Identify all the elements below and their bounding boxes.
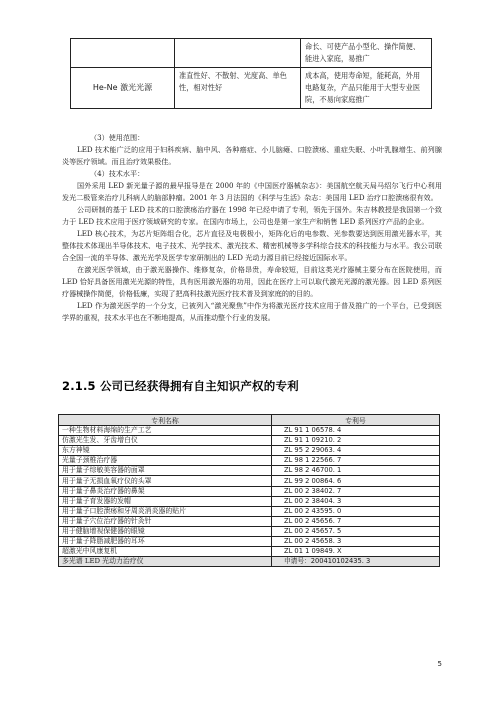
advantages-cell — [175, 39, 301, 68]
table-row — [71, 68, 432, 109]
patent-name-cell: 多光谱 LED 光动力治疗仪 — [59, 557, 272, 567]
light-source-name — [71, 39, 175, 68]
patent-name-cell: 用于量子降脂减肥器的耳环 — [59, 537, 272, 547]
patent-number-cell: ZL 00 2 38402. 7 — [272, 486, 440, 496]
table-header-row — [59, 415, 440, 426]
patent-number-cell: ZL 91 1 09210. 2 — [272, 436, 440, 446]
patent-number-cell: ZL 98 2 46700. 1 — [272, 466, 440, 476]
table-row — [71, 39, 432, 68]
paragraph: LED 技术能广泛的应用于妇科疾病、脑中风、各种癌症、小儿脑瘫、口腔溃疡、重症失眠、小叶乳腺增生、前列腺炎等医疗领域。而且治疗效果极佳。 — [62, 145, 442, 166]
paragraph: 公司研制的基于 LED 技术的口腔溃疡治疗器在 1998 年已经申请了专利，领先于国外。朱吉林教授是我国第一个致力于 LED 技术应用于医疗领域研究的专家。在国内市场上，公司也是第一家生产和销售 LED 系列医疗产品的企业。 — [62, 205, 442, 226]
table-row — [59, 446, 440, 456]
patent-number-cell: ZL 00 2 38404. 3 — [272, 496, 440, 506]
paragraph: （4）技术水平： — [90, 169, 145, 178]
notes-cell: 成本高，使用寿命短，能耗高，外用电路复杂，产品只能用于大型专业医院，不易向家庭推广 — [301, 68, 432, 109]
table-row — [59, 476, 440, 486]
patent-number-cell: ZL 00 2 45658. 3 — [272, 537, 440, 547]
table-row — [59, 547, 440, 557]
patent-number-cell: ZL 00 2 43595. 0 — [272, 506, 440, 516]
table-row — [59, 466, 440, 476]
patent-name-cell: 一种生物材料海绵的生产工艺 — [59, 426, 272, 436]
table-row — [59, 426, 440, 436]
table-row — [59, 537, 440, 547]
patent-name-cell: 用于量子无损血氧疗仪的头罩 — [59, 476, 272, 486]
light-source-name: He-Ne 激光光源 — [71, 68, 175, 109]
patent-name-cell: 用于量子育发器的发帽 — [59, 496, 272, 506]
patent-name-cell: 光量子颈椎治疗器 — [59, 456, 272, 466]
table-row — [59, 526, 440, 536]
paragraph: LED 核心技术，为芯片矩阵组合化，芯片直径及电极极小，矩阵化后的电参数、光参数要达到医用激光器水平，其整体技术体现出半导体技术、电子技术、光学技术、激光技术、精密机械等多学科综合技术的科技能力与水平。我公司联合全国一流的半导体、激光光学及医学专家研制出的 LED 光动力源目前已经接近国际水平。 — [62, 229, 442, 262]
patent-number-cell: ZL 01 1 09849. X — [272, 547, 440, 557]
patent-name-cell: 超激光中风康复机 — [59, 547, 272, 557]
table-row — [59, 496, 440, 506]
patent-number-cell: ZL 91 1 06578. 4 — [272, 426, 440, 436]
comparison-table — [70, 38, 432, 109]
patent-number-cell: ZL 00 2 45657. 5 — [272, 526, 440, 536]
table-row — [59, 506, 440, 516]
table-row — [59, 486, 440, 496]
patent-name-cell: 用于量子鼻炎治疗器的鼻架 — [59, 486, 272, 496]
patent-table-body — [59, 426, 440, 567]
column-header-patent-name: 专利名称 — [59, 415, 272, 426]
patent-name-cell: 用于健脑增视保健器的眼镜 — [59, 526, 272, 536]
table-row — [59, 456, 440, 466]
patent-number-cell: ZL 00 2 45656. 7 — [272, 516, 440, 526]
patent-name-cell: 仿激光生发、牙齿增白仪 — [59, 436, 272, 446]
advantages-cell: 准直性好、不散射、光度高、单色性，相对性好 — [175, 68, 301, 109]
table-row — [59, 436, 440, 446]
notes-cell: 命长、可使产品小型化、操作简便、能进入家庭，易推广 — [301, 39, 432, 68]
patent-name-cell: 东方神镜 — [59, 446, 272, 456]
paragraph: 在激光医学领域，由于激光器操作、维修复杂，价格昂贵，寿命较短，目前这类光疗器械主要分布在医院使用，而 LED 恰好具备医用激光光源的特性，具有医用激光器的功用，因此在医疗上可以取代激光光源的激光器。因 LED 系列医疗器械操作简便，价格低廉，实现了把高科技激光医疗技术普及到家庭的的目的。 — [62, 265, 442, 298]
patent-number-cell: ZL 98 1 22566. 7 — [272, 456, 440, 466]
patent-number-cell: ZL 99 2 00864. 6 — [272, 476, 440, 486]
patent-name-cell: 用于量子口腔溃疡和牙周炎消炎器的贴片 — [59, 506, 272, 516]
patent-name-cell: 用于量子综敏美容器的面罩 — [59, 466, 272, 476]
paragraph: LED 作为激光医学的一个分支，已被列入“激光聚焦”中作为将激光医疗技术应用于普及推广的一个平台，已受到医学界的重视，技术水平也在不断地提高，从而推动整个行业的发展。 — [62, 301, 442, 322]
table-row — [59, 516, 440, 526]
patent-table — [58, 414, 440, 567]
body-text — [62, 132, 442, 324]
patent-number-cell: ZL 95 2 29063. 4 — [272, 446, 440, 456]
column-header-patent-number: 专利号 — [272, 415, 440, 426]
paragraph: 国外采用 LED 新光量子源的最早报导是在 2000 年的《中国医疗器械杂志》：美国航空航天局马绍尔飞行中心利用发光二极管来治疗儿科病人的脑部肿瘤。2001 年 3 月法国的《科学与生活》杂志：美国用 LED 治疗口腔溃疡很有效。 — [62, 181, 442, 202]
patent-number-cell: 申请号：200410102435. 3 — [272, 557, 440, 567]
paragraph: （3）使用范围： — [90, 133, 145, 142]
patent-name-cell: 用于量子穴位治疗器的针灸针 — [59, 516, 272, 526]
section-heading: 2.1.5 公司已经获得拥有自主知识产权的专利 — [62, 379, 299, 393]
table-row — [59, 557, 440, 567]
page-number: 5 — [437, 660, 442, 668]
